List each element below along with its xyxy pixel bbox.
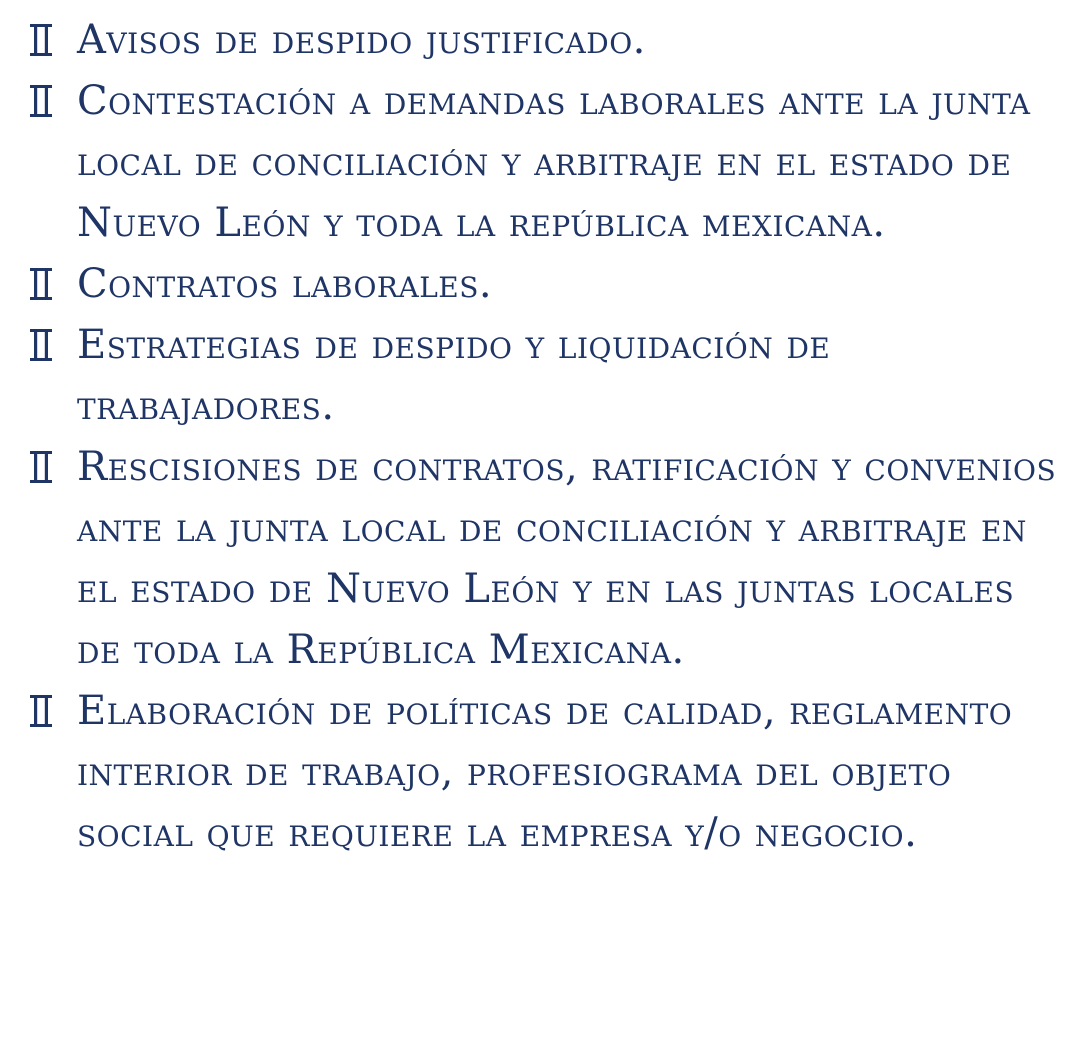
list-item (28, 71, 1068, 254)
roman-numeral-two-icon (28, 693, 54, 729)
service-text: Elaboración de políticas de calidad, reglamento interior de trabajo, profesiograma del objeto social que requiere la empresa y/o negocio. (77, 688, 1013, 856)
service-text: Contratos laborales. (77, 261, 493, 307)
roman-numeral-two-icon (28, 22, 54, 58)
list-item (28, 681, 1068, 864)
service-text: Estrategias de despido y liquidación de trabajadores. (77, 322, 831, 429)
list-item (28, 315, 1068, 437)
service-text: Contestación a demandas laborales ante la junta local de conciliación y arbitraje en el estado de Nuevo León y toda la república mexicana. (77, 78, 1031, 246)
roman-numeral-two-icon (28, 83, 54, 119)
service-text: Avisos de despido justificado. (77, 17, 646, 63)
service-text: Rescisiones de contratos, ratificación y convenios ante la junta local de conciliación y arbitraje en el estado de Nuevo León y en las juntas locales de toda la República Mexicana. (77, 444, 1057, 673)
list-item (28, 10, 1068, 71)
roman-numeral-two-icon (28, 449, 54, 485)
list-item (28, 437, 1068, 681)
list-item (28, 254, 1068, 315)
roman-numeral-two-icon (28, 327, 54, 363)
roman-numeral-two-icon (28, 266, 54, 302)
services-list (28, 10, 1068, 864)
